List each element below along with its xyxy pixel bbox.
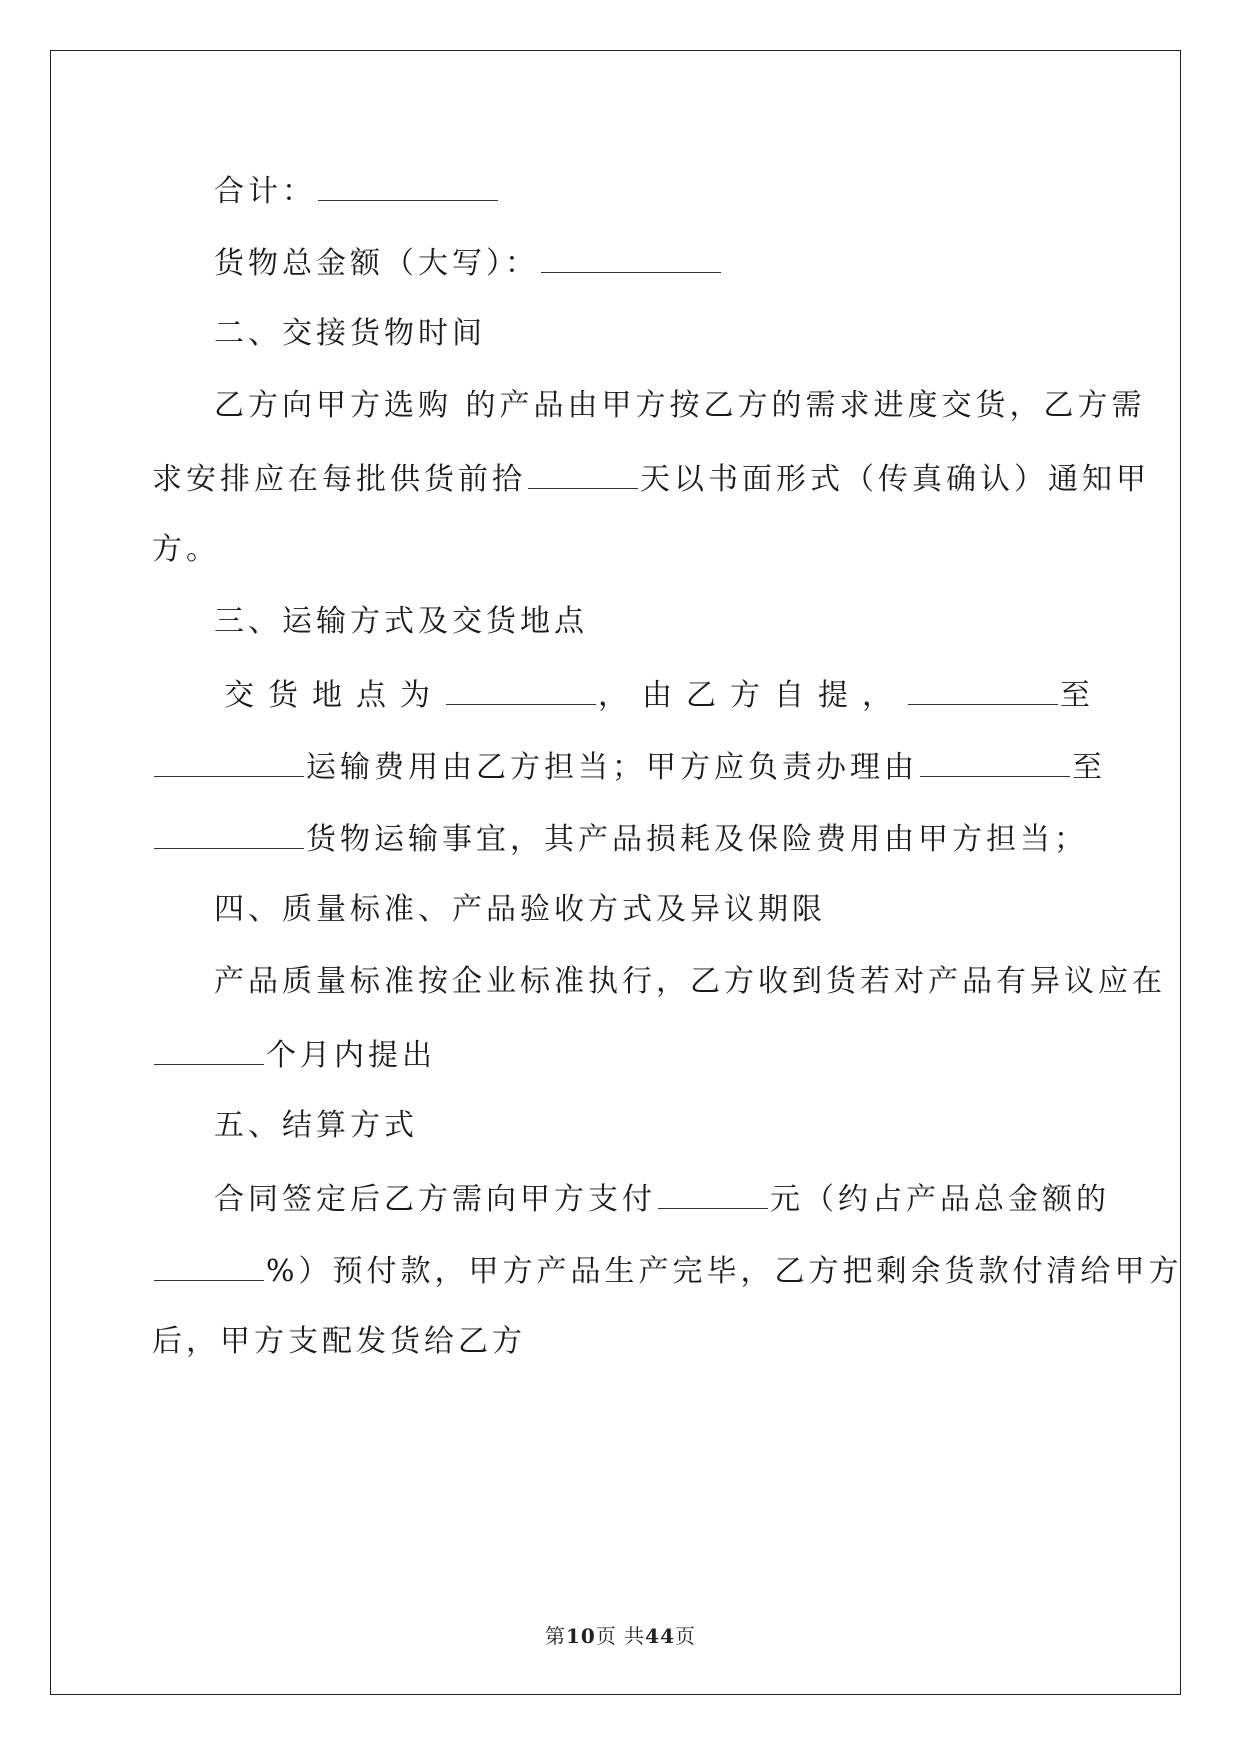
section-3-title: 三、运输方式及交货地点: [214, 604, 588, 639]
route-from-blank: [920, 746, 1070, 777]
total-blank: [318, 170, 498, 201]
paragraph-text: 后，甲方支配发货给乙方: [152, 1324, 526, 1359]
paragraph-text: 货物运输事宜，其产品损耗及保险费用由甲方担当；: [306, 822, 1088, 857]
section-2-title: 二、交接货物时间: [214, 316, 486, 351]
footer-mid: 页 共: [595, 1624, 646, 1648]
paragraph-line: [152, 458, 1150, 498]
prepayment-blank: [658, 1178, 768, 1209]
page-number: 10: [565, 1624, 596, 1648]
total-line: [152, 170, 500, 210]
paragraph-line: [224, 674, 1104, 714]
paragraph-text: 方。: [152, 532, 220, 567]
paragraph-line: [152, 1322, 526, 1362]
section-3-heading: [152, 602, 588, 642]
from-blank: [908, 674, 1058, 705]
days-blank: [528, 458, 638, 489]
amount-label: 货物总金额（大写）：: [214, 246, 539, 281]
paragraph-text: 至: [1072, 750, 1106, 785]
paragraph-text: 至: [1060, 678, 1104, 713]
paragraph-text: 运输费用由乙方担当；甲方应负责办理由: [306, 750, 918, 785]
percent-blank: [154, 1250, 264, 1281]
footer-prefix: 第: [544, 1624, 566, 1648]
paragraph-line: [152, 818, 1088, 858]
route-to-blank: [154, 818, 304, 849]
page-border: [50, 50, 1181, 1695]
section-5-heading: [152, 1106, 418, 1146]
paragraph-line: [152, 746, 1106, 786]
amount-blank: [541, 242, 721, 273]
paragraph-line: [152, 1034, 436, 1074]
total-pages: 44: [645, 1624, 676, 1648]
paragraph-text: 元（约占产品总金额的: [770, 1182, 1110, 1217]
paragraph-text: 求安排应在每批供货前拾: [152, 462, 526, 497]
section-4-heading: [152, 890, 826, 930]
paragraph-text: 天以书面形式（传真确认）通知甲: [640, 462, 1150, 497]
total-label: 合计：: [214, 174, 316, 209]
delivery-place-blank: [446, 674, 596, 705]
paragraph-line: [152, 962, 1166, 1002]
footer-suffix: 页: [675, 1624, 697, 1648]
to-blank: [154, 746, 304, 777]
paragraph-line: [152, 1178, 1110, 1218]
paragraph-text: %）预付款，甲方产品生产完毕，乙方把剩余货款付清给甲方: [266, 1254, 1183, 1289]
paragraph-text: 乙方向甲方选购 的产品由甲方按乙方的需求进度交货，乙方需: [214, 388, 1146, 423]
section-5-title: 五、结算方式: [214, 1108, 418, 1143]
paragraph-text: ，由乙方自提，: [598, 678, 906, 713]
section-2-heading: [152, 314, 486, 354]
paragraph-line: [152, 386, 1146, 426]
paragraph-text: 产品质量标准按企业标准执行，乙方收到货若对产品有异议应在: [214, 964, 1166, 999]
paragraph-line: [152, 1250, 1183, 1290]
paragraph-text: 交货地点为: [224, 678, 444, 713]
paragraph-text: 个月内提出: [266, 1038, 436, 1073]
paragraph-text: 合同签定后乙方需向甲方支付: [214, 1182, 656, 1217]
page-footer: [0, 1620, 1241, 1649]
paragraph-line: [152, 530, 220, 570]
amount-line: [152, 242, 723, 282]
section-4-title: 四、质量标准、产品验收方式及异议期限: [214, 892, 826, 927]
months-blank: [154, 1034, 264, 1065]
